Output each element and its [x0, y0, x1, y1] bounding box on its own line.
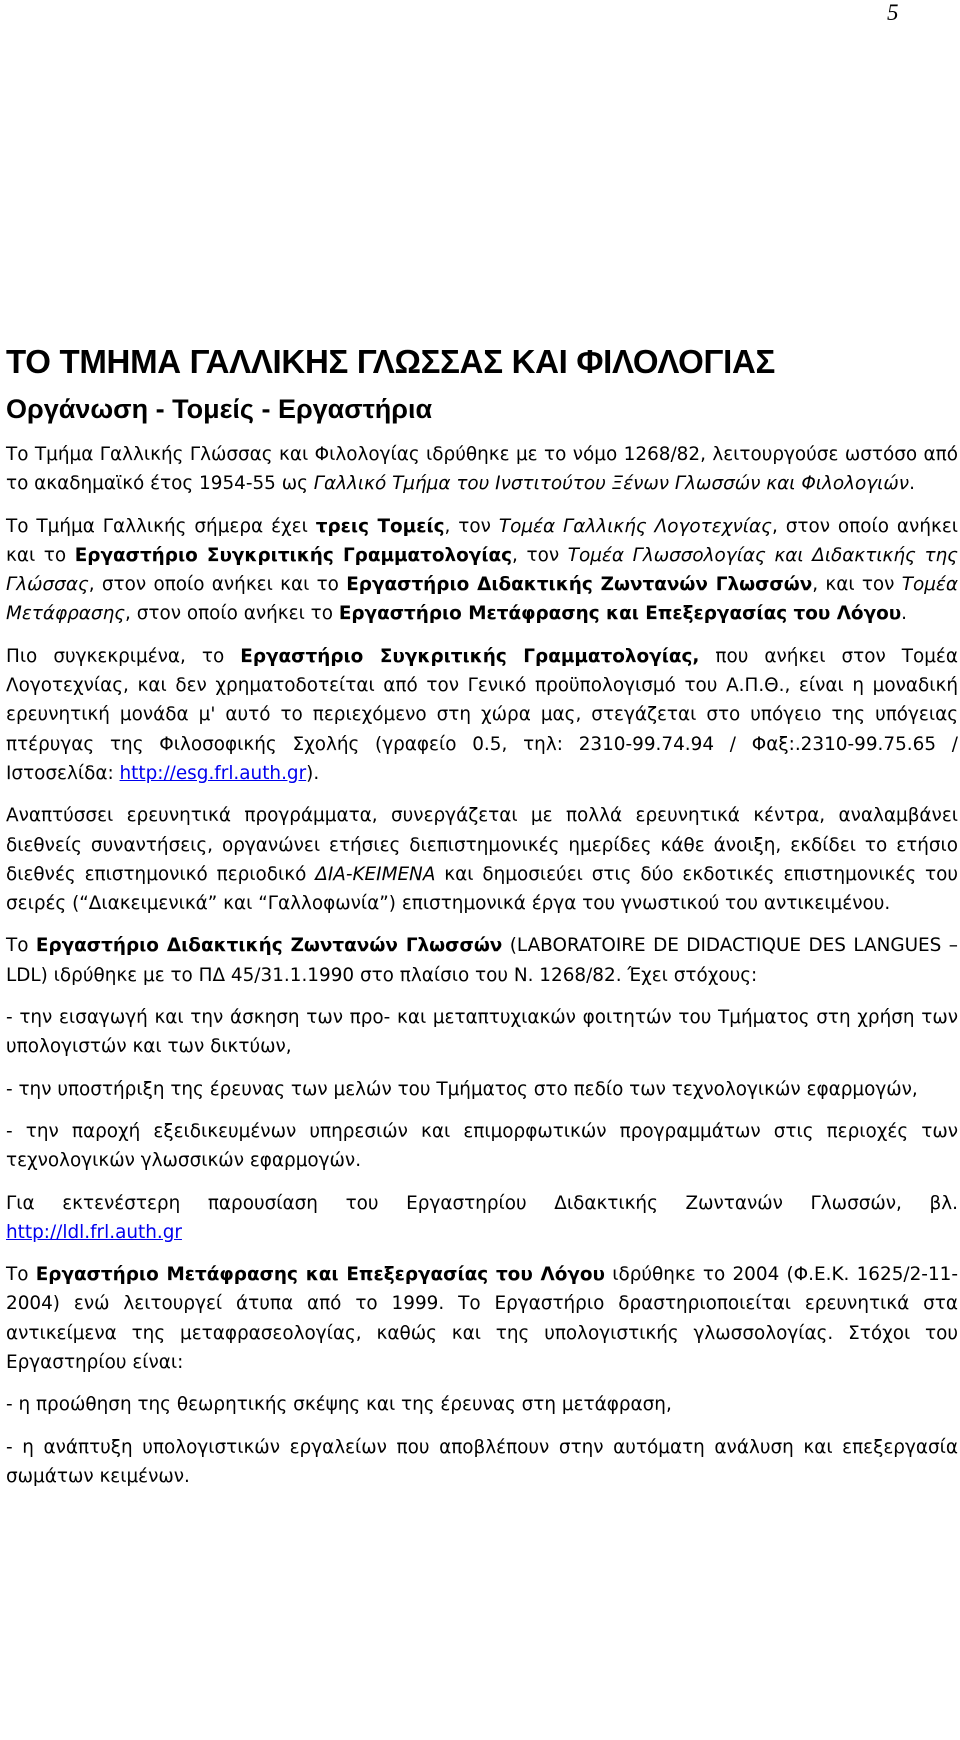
text-span: , τον [512, 544, 568, 566]
text-span: Αναπτύσσει ερευνητικά προγράμματα, συνεργάζεται με πολλά ερευνητικά κέντρα, αναλαμβάνει διεθνείς συναντήσεις, οργανώνει ετήσιες διεπιστημονικές ημερίδες κάθε άνοιξη, εκδίδει το ετήσιο διεθνές επιστημονικό περιοδικό [6, 805, 958, 885]
paragraph-research [6, 801, 958, 918]
text-span: Το Τμήμα Γαλλικής Γλώσσας και Φιλολογίας ιδρύθηκε με το νόμο 1268/82, λειτουργούσε ωστόσο από το ακαδημαϊκό έτος 1954-55 ως [6, 444, 958, 495]
paragraph-history [6, 440, 958, 499]
italic-span: ΔΙΑ-ΚΕΙΜΕΝΑ [315, 863, 436, 885]
text-span: και δημοσιεύει στις δύο εκδοτικές επιστημονικές του σειρές (“Διακειμενικά” και “Γαλλοφωνία”) επιστημονικά έργα του γνωστικού του αντικειμένου. [6, 863, 958, 915]
bold-span: Εργαστήριο Διδακτικής Ζωντανών Γλωσσών [35, 935, 503, 957]
text-span: Το [6, 1264, 36, 1286]
text-span: Το Τμήμα Γαλλικής σήμερα έχει [6, 515, 316, 537]
text-span: που ανήκει στον Τομέα Λογοτεχνίας, και δεν χρηματοδοτείται από τον Γενικό προϋπολογισμό του Α.Π.Θ., είναι η μοναδική ερευνητική μονάδα μ' αυτό το περιεχόμενο στη χώρα μας, στεγάζεται στο υπόγειο της υπόγειας πτέρυγας της Φιλοσοφικής Σχολής (γραφείο 0.5, τηλ: 2310-99.74.94 / Φαξ:.2310-99.75.65 / Ιστοσελίδα: [6, 645, 958, 784]
document-body [6, 340, 958, 1504]
text-span: Πιο συγκεκριμένα, το [6, 645, 241, 667]
esg-website-link[interactable]: http://esg.frl.auth.gr [119, 762, 307, 784]
italic-span: Γαλλικό Τμήμα του Ινστιτούτου Ξένων Γλωσσών και Φιλολογιών [313, 473, 910, 495]
text-span: ). [306, 762, 320, 784]
list-item: - την παροχή εξειδικευμένων υπηρεσιών και επιμορφωτικών προγραμμάτων στις περιοχές των τεχνολογικών γλωσσικών εφαρμογών. [6, 1120, 958, 1172]
bold-span: Εργαστήριο Συγκριτικής Γραμματολογίας, [240, 645, 700, 667]
list-item: - την υποστήριξη της έρευνας των μελών του Τμήματος στο πεδίο των τεχνολογικών εφαρμογών, [6, 1078, 918, 1100]
bold-span: Εργαστήριο Διδακτικής Ζωντανών Γλωσσών [346, 574, 813, 596]
page-number: 5 [887, 0, 899, 25]
section-title: ΤΟ ΤΜΗΜΑ ΓΑΛΛΙΚΗΣ ΓΛΩΣΣΑΣ ΚΑΙ ΦΙΛΟΛΟΓΙΑΣ [6, 343, 775, 380]
paragraph-comparative-lab [6, 642, 958, 788]
text-span: ιδρύθηκε το 2004 (Φ.Ε.Κ. 1625/2-11-2004) ενώ λειτουργεί άτυπα από το 1999. Το Εργαστήριο δραστηριοποιείται ερευνητικά στα αντικείμενα της μεταφρασεολογίας, καθώς και της υπολογιστικής γλωσσολογίας. Στόχοι του Εργαστηρίου είναι: [6, 1264, 958, 1374]
text-span: , και τον [812, 574, 902, 596]
text-span: , στον οποίο ανήκει και το [88, 574, 347, 596]
ldl-website-link[interactable]: http://ldl.frl.auth.gr [6, 1221, 182, 1243]
text-span: Για εκτενέστερη παρουσίαση του Εργαστηρίου Διδακτικής Ζωντανών Γλωσσών, βλ. [6, 1192, 958, 1214]
text-span: , στον οποίο ανήκει και το [6, 515, 958, 566]
text-span: Το [6, 935, 36, 957]
italic-span: Τομέα Γλωσσολογίας και Διδακτικής της Γλώσσας [6, 544, 958, 596]
italic-span: Τομέα Μετάφρασης [6, 574, 958, 625]
bold-span: Εργαστήριο Συγκριτικής Γραμματολογίας [74, 544, 513, 566]
bold-span: Εργαστήριο Μετάφρασης και Επεξεργασίας του Λόγου [338, 603, 902, 625]
bold-span: Εργαστήριο Μετάφρασης και Επεξεργασίας του Λόγου [35, 1264, 605, 1286]
text-span: . [901, 603, 908, 625]
list-item: - την εισαγωγή και την άσκηση των προ- και μεταπτυχιακών φοιτητών του Τμήματος στη χρήση των υπολογιστών και των δικτύων, [6, 1007, 958, 1058]
text-span: , τον [444, 515, 499, 537]
paragraph-ldl [6, 931, 958, 990]
list-item: - η ανάπτυξη υπολογιστικών εργαλείων που αποβλέπουν στην αυτόματη ανάλυση και επεξεργασία σωμάτων κειμένων. [6, 1436, 958, 1487]
bold-span: τρεις Τομείς [315, 515, 445, 537]
paragraph-sectors [6, 512, 958, 629]
text-span: , στον οποίο ανήκει το [125, 603, 339, 625]
section-subtitle: Οργάνωση - Τομείς - Εργαστήρια [6, 394, 433, 424]
text-span: . [909, 473, 915, 495]
text-span: (LABORATOIRE DE DIDACTIQUE DES LANGUES – LDL) ιδρύθηκε με το ΠΔ 45/31.1.1990 στο πλαίσιο του Ν. 1268/82. Έχει στόχους: [6, 935, 958, 986]
italic-span: Τομέα Γαλλικής Λογοτεχνίας [498, 515, 772, 537]
list-item: - η προώθηση της θεωρητικής σκέψης και της έρευνας στη μετάφραση, [6, 1394, 672, 1416]
paragraph-ldl-link [6, 1189, 958, 1248]
paragraph-translation-lab [6, 1260, 958, 1377]
